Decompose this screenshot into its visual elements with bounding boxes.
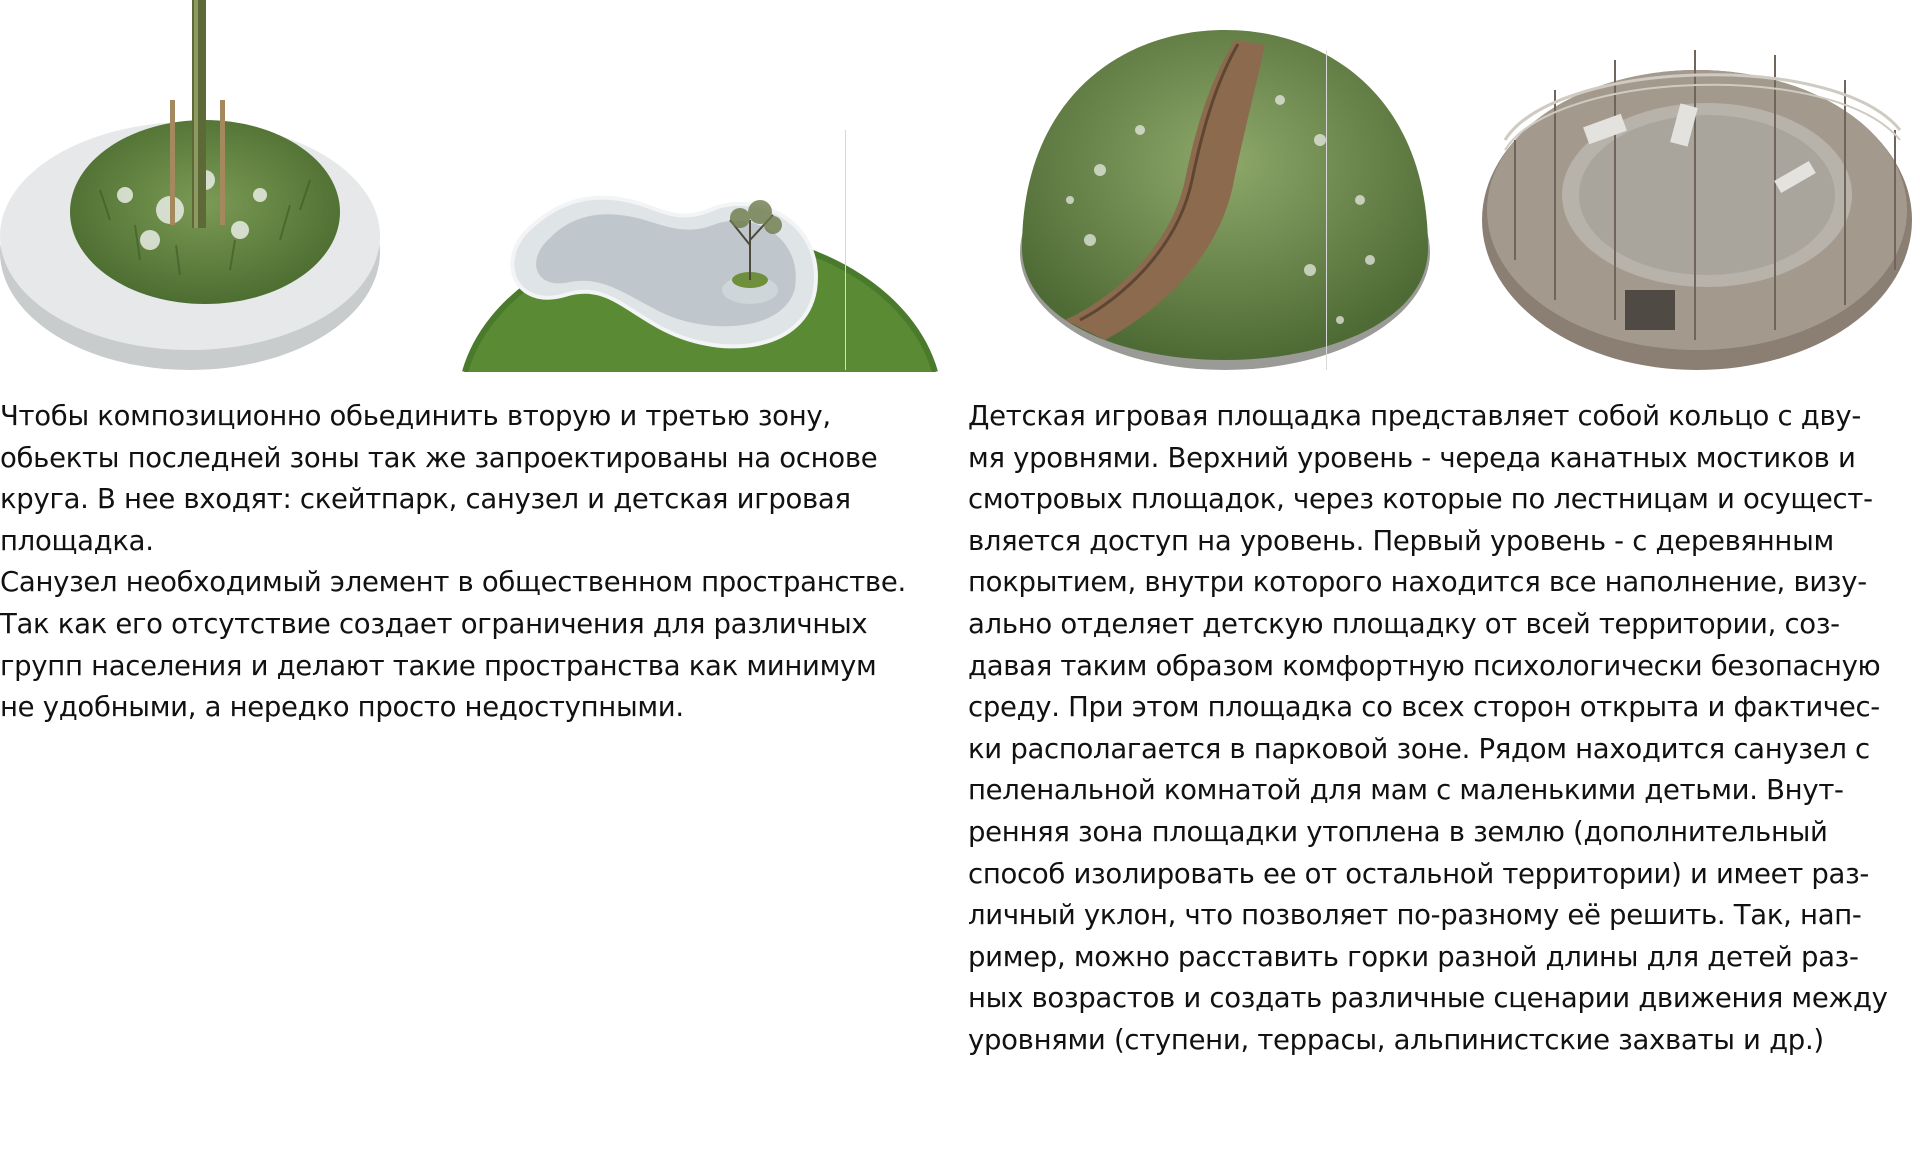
text-line: уровнями (ступени, террасы, альпинистские захваты и др.)	[968, 1023, 1824, 1056]
text-line: среду. При этом площадка со всех сторон открыта и фактичес-	[968, 691, 1880, 724]
text-line: ример, можно расставить горки разной длины для детей раз-	[968, 940, 1859, 973]
tree-planter-render	[0, 0, 400, 372]
left-text-column	[0, 396, 906, 729]
text-line: ных возрастов и создать различные сценарии движения между	[968, 982, 1888, 1015]
text-line: ки располагается в парковой зоне. Рядом находится санузел с	[968, 732, 1870, 765]
text-line: способ изолировать ее от остальной территории) и имеет раз-	[968, 857, 1870, 890]
text-line: не удобными, а нередко просто недоступными.	[0, 691, 684, 724]
text-line: круга. В нее входят: скейтпарк, санузел и детская игровая	[0, 483, 851, 516]
text-line: мя уровнями. Верхний уровень - череда канатных мостиков и	[968, 441, 1856, 474]
divider-line	[845, 130, 846, 370]
playground-ring-render	[1475, 20, 1920, 376]
divider-line	[1326, 50, 1327, 370]
text-line: пеленальной комнатой для мам с маленькими детьми. Внут-	[968, 774, 1844, 807]
text-line: покрытием, внутри которого находится все наполнение, визу-	[968, 566, 1867, 599]
text-line: групп населения и делают такие пространства как минимум	[0, 649, 877, 682]
text-line: Так как его отсутствие создает ограничения для различных	[0, 607, 868, 640]
skatepark-render	[455, 110, 945, 372]
right-text-column	[968, 396, 1888, 1062]
text-line: личный уклон, что позволяет по-разному её решить. Так, нап-	[968, 899, 1862, 932]
text-line: Санузел необходимый элемент в общественном пространстве.	[0, 566, 906, 599]
text-line: Чтобы композиционно обьединить вторую и третью зону,	[0, 400, 831, 432]
text-line: обьекты последней зоны так же запроектированы на основе	[0, 441, 878, 474]
text-line: смотровых площадок, через которые по лестницам и осущест-	[968, 483, 1873, 516]
sanitary-mound-render	[1010, 20, 1440, 370]
text-line: ально отделяет детскую площадку от всей территории, соз-	[968, 607, 1840, 640]
text-line: ренняя зона площадки утоплена в землю (дополнительный	[968, 815, 1828, 848]
text-line: площадка.	[0, 524, 154, 557]
text-line: вляется доступ на уровень. Первый уровень - с деревянным	[968, 524, 1834, 557]
text-line: давая таким образом комфортную психологически безопасную	[968, 649, 1881, 682]
text-line: Детская игровая площадка представляет собой кольцо с дву-	[968, 400, 1861, 432]
